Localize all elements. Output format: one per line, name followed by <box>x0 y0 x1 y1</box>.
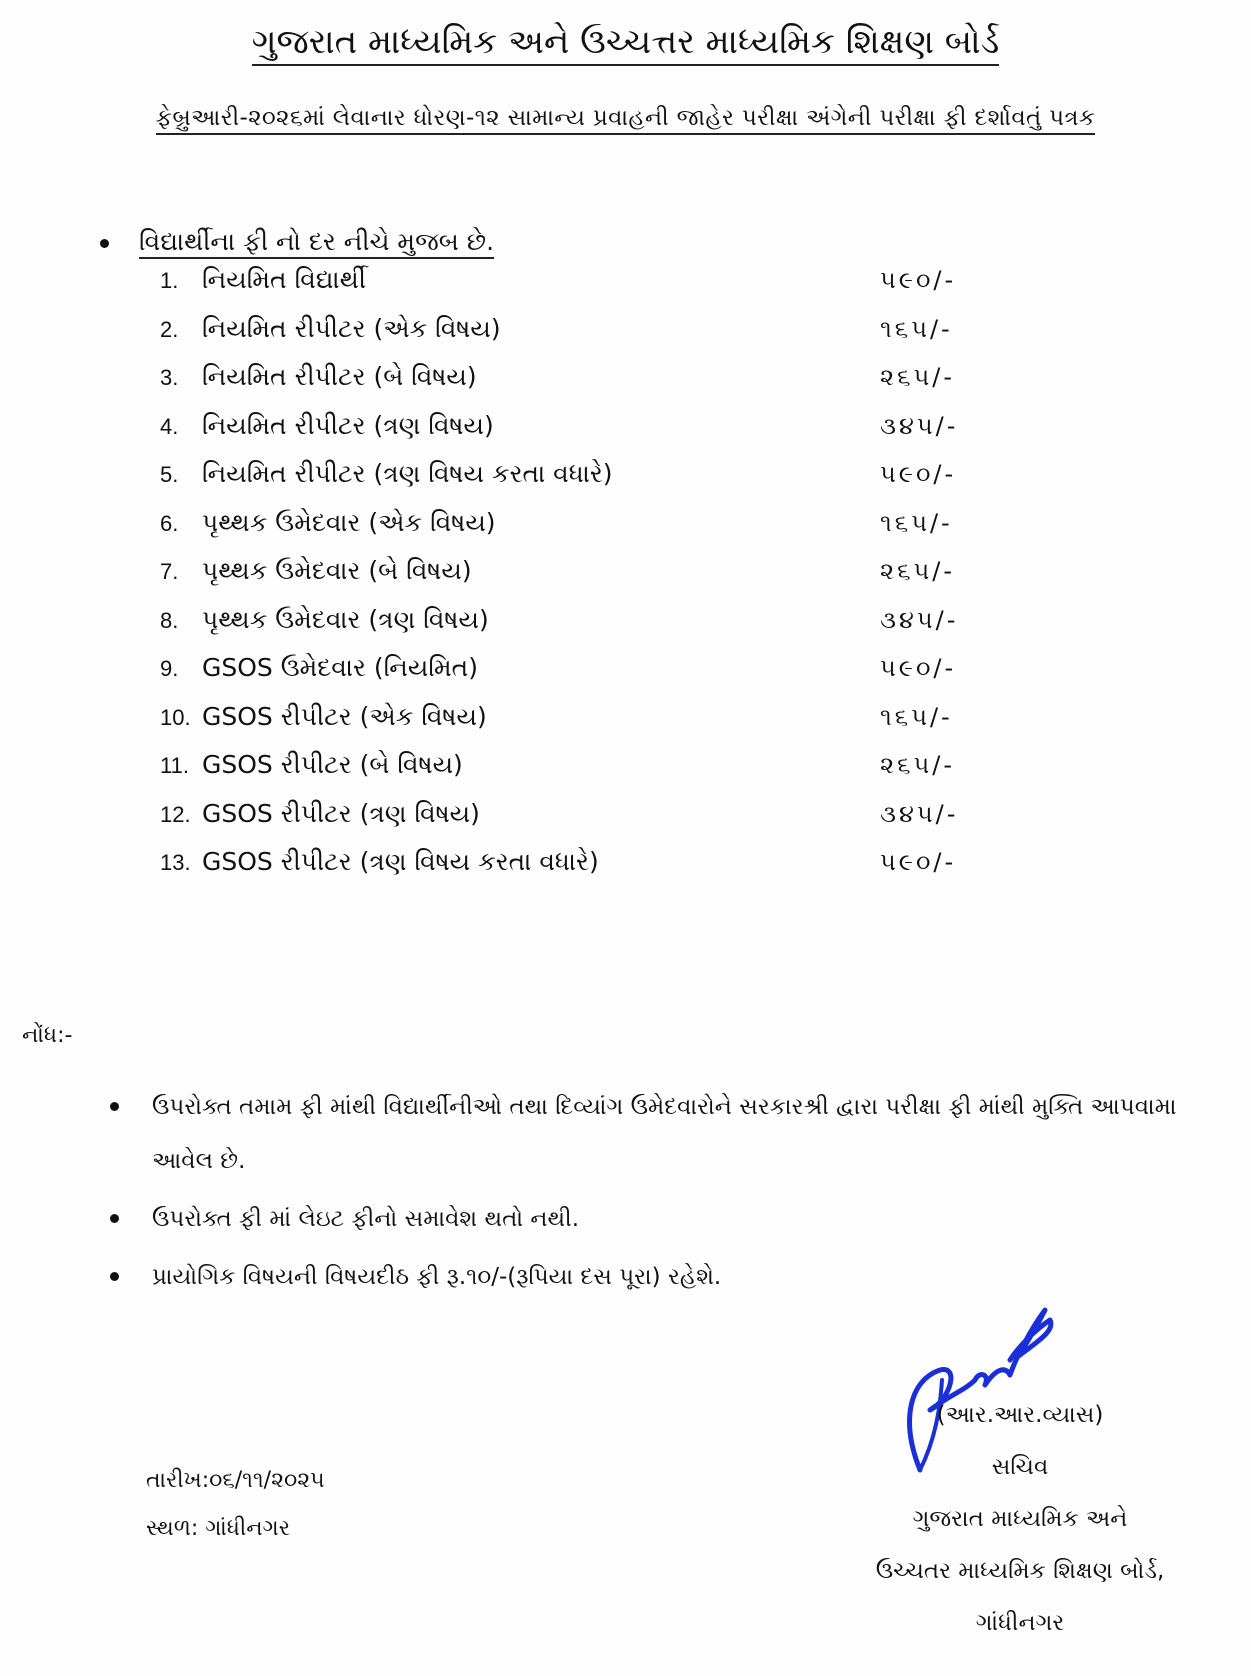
fee-category: GSOS રીપીટર (ત્રણ વિષય) <box>202 798 480 828</box>
fee-category: નિયમિત રીપીટર (બે વિષય) <box>202 362 477 391</box>
fee-amount: ૫૯૦/- <box>880 460 957 488</box>
note-text: ઉપરોક્ત ફી માં લેઇટ ફીનો સમાવેશ થતો નથી. <box>152 1206 580 1232</box>
fee-row <box>160 743 1060 792</box>
fee-row <box>160 307 1060 356</box>
fee-number: 6. <box>160 510 179 536</box>
fee-number: 9. <box>160 656 179 681</box>
fee-row <box>160 792 1060 841</box>
fee-row <box>160 258 1060 307</box>
fee-row <box>160 840 1060 889</box>
fee-list <box>160 258 1060 889</box>
fee-number: 13. <box>160 850 191 875</box>
fee-category: નિયમિત વિદ્યાર્થી <box>202 265 366 294</box>
fee-row <box>160 501 1060 550</box>
notes-heading: નોંધ:- <box>22 1023 73 1048</box>
fee-row <box>160 598 1060 647</box>
note-item <box>110 1250 1230 1304</box>
board-title <box>0 18 1251 66</box>
bullet-icon <box>110 1272 119 1281</box>
fee-category: GSOS ઉમેદવાર (નિયમિત) <box>202 653 478 682</box>
fee-number: 10. <box>160 704 191 730</box>
fee-amount: ૫૯૦/- <box>880 266 957 294</box>
board-title-text: ગુજરાત માધ્યમિક અને ઉચ્ચત્તર માધ્યમિક શિક્ષણ બોર્ડ <box>252 22 1000 66</box>
bullet-icon <box>100 239 109 248</box>
fee-category: GSOS રીપીટર (ત્રણ વિષય કરતા વધારે) <box>202 847 599 876</box>
bullet-icon <box>110 1214 119 1223</box>
fee-category: નિયમિત રીપીટર (ત્રણ વિષય કરતા વધારે) <box>202 459 613 488</box>
signatory-block <box>820 1400 1220 1660</box>
document-subtitle <box>0 100 1251 136</box>
fee-amount: ૨૬૫/- <box>880 557 956 585</box>
fee-category: નિયમિત રીપીટર (ત્રણ વિષય) <box>202 410 494 440</box>
fee-amount: ૩૪૫/- <box>880 605 959 634</box>
fee-amount: ૨૬૫/- <box>880 751 956 779</box>
fee-amount: ૩૪૫/- <box>880 411 959 440</box>
fee-amount: ૩૪૫/- <box>880 799 959 828</box>
note-text: ઉપરોક્ત તમામ ફી માંથી વિદ્યાર્થીનીઓ તથા દિવ્યાંગ ઉમેદવારોને સરકારશ્રી દ્વારા પરીક્ષા ફી માંથી મુક્તિ આપવામા આવેલ છે. <box>152 1094 1177 1174</box>
fee-number: 11. <box>160 753 189 778</box>
fee-row <box>160 355 1060 404</box>
note-item <box>110 1192 1230 1246</box>
fee-number: 12. <box>160 801 191 827</box>
fee-amount: ૧૬૫/- <box>880 508 953 537</box>
signatory-org-line2: ઉચ્ચતર માધ્યમિક શિક્ષણ બોર્ડ, <box>875 1558 1165 1584</box>
fee-number: 8. <box>160 607 179 633</box>
signatory-name: (આર.આર.વ્યાસ) <box>936 1402 1104 1428</box>
notes-list <box>110 1080 1230 1308</box>
signatory-city: ગાંધીનગર <box>975 1610 1065 1636</box>
issue-place: સ્થળ: ગાંધીનગર <box>146 1516 291 1541</box>
fee-row <box>160 646 1060 695</box>
issue-date: તારીખ:૦૬/૧૧/૨૦૨૫ <box>146 1468 325 1493</box>
fee-category: પૃથ્થક ઉમેદવાર (ત્રણ વિષય) <box>202 604 489 634</box>
fee-amount: ૧૬૫/- <box>880 702 953 731</box>
fee-number: 4. <box>160 413 179 439</box>
note-text: પ્રાયોગિક વિષયની વિષયદીઠ ફી રૂ.૧૦/-(રૂપિયા દસ પૂરા) રહેશે. <box>152 1264 722 1290</box>
fee-amount: ૧૬૫/- <box>880 314 953 343</box>
fee-number: 5. <box>160 462 179 487</box>
fee-amount: ૫૯૦/- <box>880 848 957 876</box>
fee-number: 7. <box>160 559 179 584</box>
document-subtitle-text: ફેબ્રુઆરી-૨૦૨૬માં લેવાનાર ધોરણ-૧૨ સામાન્ય પ્રવાહની જાહેર પરીક્ષા અંગેની પરીક્ષા ફી દર્શાવતું પત્રક <box>156 105 1096 135</box>
fee-number: 3. <box>160 365 179 390</box>
fee-category: નિયમિત રીપીટર (એક વિષય) <box>202 313 501 343</box>
signatory-designation: સચિવ <box>991 1454 1049 1480</box>
fee-category: પૃથ્થક ઉમેદવાર (એક વિષય) <box>202 507 496 537</box>
fee-category: GSOS રીપીટર (એક વિષય) <box>202 701 487 731</box>
fee-row <box>160 452 1060 501</box>
fee-intro-text: વિદ્યાર્થીના ફી નો દર નીચે મુજબ છે. <box>139 227 494 259</box>
fee-row <box>160 404 1060 453</box>
signatory-org-line1: ગુજરાત માધ્યમિક અને <box>912 1506 1128 1532</box>
fee-number: 1. <box>160 268 179 293</box>
bullet-icon <box>110 1102 119 1111</box>
fee-amount: ૫૯૦/- <box>880 654 957 682</box>
fee-amount: ૨૬૫/- <box>880 363 956 391</box>
fee-category: GSOS રીપીટર (બે વિષય) <box>202 750 463 779</box>
fee-intro <box>100 224 494 260</box>
note-item <box>110 1080 1230 1188</box>
fee-category: પૃથ્થક ઉમેદવાર (બે વિષય) <box>202 556 472 585</box>
fee-row <box>160 695 1060 744</box>
fee-number: 2. <box>160 316 179 342</box>
fee-row <box>160 549 1060 598</box>
